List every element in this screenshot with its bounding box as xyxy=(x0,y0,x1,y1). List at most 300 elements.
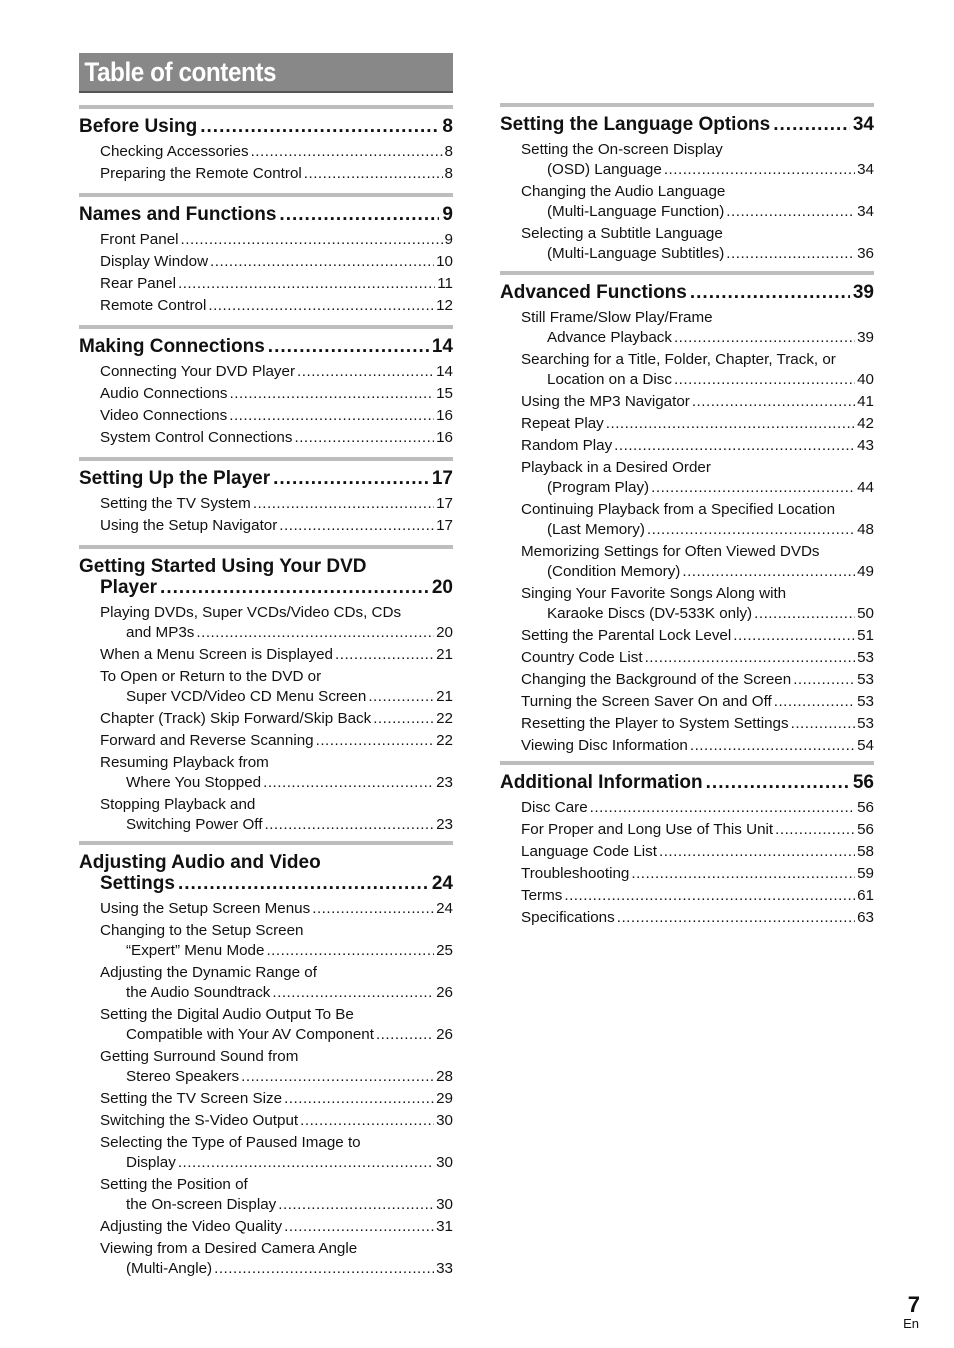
section-heading[interactable] xyxy=(500,772,874,793)
entry-title-cont: Super VCD/Video CD Menu Screen xyxy=(126,688,367,705)
entry-title: Switching the S-Video Output xyxy=(100,1112,299,1129)
entry-row xyxy=(100,1195,453,1215)
entry-page: 51 xyxy=(857,627,874,644)
entry-page: 36 xyxy=(857,245,874,262)
entry-row xyxy=(521,478,874,498)
toc-entry[interactable] xyxy=(500,908,874,928)
dot-leader xyxy=(178,274,435,294)
entry-row xyxy=(100,773,453,793)
entry-row xyxy=(100,296,453,316)
entry-row xyxy=(521,842,874,862)
section-heading[interactable] xyxy=(500,114,874,135)
entry-page: 30 xyxy=(436,1154,453,1171)
section-title: Advanced Functions xyxy=(500,282,687,303)
section-page: 20 xyxy=(431,577,453,598)
entry-page: 31 xyxy=(436,1218,453,1235)
toc-entry[interactable] xyxy=(500,626,874,646)
entry-title: Changing the Background of the Screen xyxy=(521,671,792,688)
dot-leader xyxy=(690,282,850,303)
dot-leader xyxy=(273,468,429,489)
dot-leader xyxy=(659,842,855,862)
toc-entry[interactable] xyxy=(79,899,453,919)
entry-page: 63 xyxy=(857,909,874,926)
entry-title: Searching for a Title, Folder, Chapter, Track, or xyxy=(521,351,836,368)
dot-leader xyxy=(214,1259,434,1279)
section-divider xyxy=(500,271,874,275)
toc-title-bar xyxy=(79,53,453,93)
section-divider xyxy=(500,103,874,107)
entry-page: 61 xyxy=(857,887,874,904)
toc-section xyxy=(79,325,453,450)
entry-row xyxy=(100,731,453,751)
entry-title: Disc Care xyxy=(521,799,588,816)
dot-leader xyxy=(200,116,439,137)
entry-page: 22 xyxy=(436,710,453,727)
toc-section xyxy=(79,105,453,186)
toc-entry[interactable] xyxy=(500,736,874,756)
toc-entry[interactable] xyxy=(79,1047,453,1087)
entry-row xyxy=(521,648,874,668)
entry-title: Setting the TV Screen Size xyxy=(100,1090,283,1107)
entry-row xyxy=(100,142,453,162)
toc-entry[interactable] xyxy=(79,1217,453,1237)
entry-row xyxy=(100,362,453,382)
entry-page: 20 xyxy=(436,624,453,641)
entry-title: Preparing the Remote Control xyxy=(100,165,302,182)
section-heading[interactable] xyxy=(79,556,453,577)
section-title-cont: Settings xyxy=(100,873,175,894)
entry-page: 53 xyxy=(857,671,874,688)
section-title-cont: Player xyxy=(100,577,158,598)
entry-title-cont: (Last Memory) xyxy=(547,521,645,538)
entry-title-cont: (Multi-Language Function) xyxy=(547,203,725,220)
dot-leader xyxy=(617,908,855,928)
entry-page: 40 xyxy=(857,371,874,388)
section-divider xyxy=(79,841,453,845)
toc-entry[interactable] xyxy=(500,458,874,498)
toc-entry[interactable] xyxy=(500,692,874,712)
section-page: 39 xyxy=(852,282,874,303)
entry-row xyxy=(521,692,874,712)
dot-leader xyxy=(279,516,434,536)
entry-row xyxy=(521,908,874,928)
entry-page: 10 xyxy=(436,253,453,270)
toc-entry[interactable] xyxy=(79,1089,453,1109)
dot-leader xyxy=(645,648,856,668)
dot-leader xyxy=(297,362,434,382)
section-heading[interactable] xyxy=(500,282,874,303)
section-divider xyxy=(79,193,453,197)
entry-list xyxy=(500,140,874,264)
dot-leader xyxy=(264,815,434,835)
section-divider xyxy=(500,761,874,765)
entry-list xyxy=(79,899,453,1279)
entry-page: 39 xyxy=(857,329,874,346)
dot-leader xyxy=(368,687,434,707)
entry-title: Connecting Your DVD Player xyxy=(100,363,296,380)
entry-page: 11 xyxy=(437,275,453,292)
dot-leader xyxy=(793,670,855,690)
entry-title: To Open or Return to the DVD or xyxy=(100,668,322,685)
entry-title-cont: and MP3s xyxy=(126,624,195,641)
dot-leader xyxy=(335,645,434,665)
entry-title: Setting the Digital Audio Output To Be xyxy=(100,1006,354,1023)
dot-leader xyxy=(674,328,855,348)
entry-row xyxy=(100,687,453,707)
entry-page: 25 xyxy=(436,942,453,959)
entry-page: 16 xyxy=(436,429,453,446)
toc-entry[interactable] xyxy=(500,886,874,906)
entry-title: Adjusting the Video Quality xyxy=(100,1218,283,1235)
toc-entry[interactable] xyxy=(79,494,453,514)
dot-leader xyxy=(284,1217,434,1237)
entry-page: 26 xyxy=(436,1026,453,1043)
dot-leader xyxy=(278,1195,434,1215)
entry-row xyxy=(100,1153,453,1173)
section-title: Making Connections xyxy=(79,336,265,357)
toc-entry[interactable] xyxy=(79,795,453,835)
dot-leader xyxy=(791,714,855,734)
entry-page: 21 xyxy=(436,646,453,663)
entry-title: Random Play xyxy=(521,437,613,454)
entry-page: 56 xyxy=(857,821,874,838)
entry-page: 34 xyxy=(857,161,874,178)
section-page: 24 xyxy=(431,873,453,894)
entry-title: Forward and Reverse Scanning xyxy=(100,732,314,749)
toc-entry[interactable] xyxy=(79,384,453,404)
toc-entry[interactable] xyxy=(79,362,453,382)
toc-entry[interactable] xyxy=(500,436,874,456)
toc-entry[interactable] xyxy=(79,406,453,426)
entry-page: 56 xyxy=(857,799,874,816)
toc-entry[interactable] xyxy=(79,142,453,162)
dot-leader xyxy=(230,384,435,404)
section-title: Additional Information xyxy=(500,772,703,793)
section-heading-continued[interactable] xyxy=(79,577,453,598)
entry-row xyxy=(100,941,453,961)
dot-leader xyxy=(726,202,855,222)
dot-leader xyxy=(279,204,439,225)
toc-entry[interactable] xyxy=(79,1239,453,1279)
entry-row xyxy=(100,1067,453,1087)
entry-page: 42 xyxy=(857,415,874,432)
section-heading[interactable] xyxy=(79,852,453,873)
entry-row xyxy=(100,645,453,665)
entry-title: Selecting a Subtitle Language xyxy=(521,225,723,242)
entry-title-cont: Karaoke Discs (DV-533K only) xyxy=(547,605,753,622)
entry-title: Stopping Playback and xyxy=(100,796,256,813)
toc-entry[interactable] xyxy=(500,798,874,818)
dot-leader xyxy=(664,160,855,180)
entry-row xyxy=(521,392,874,412)
entry-page: 28 xyxy=(436,1068,453,1085)
entry-title: Country Code List xyxy=(521,649,643,666)
dot-leader xyxy=(775,820,855,840)
entry-page: 30 xyxy=(436,1196,453,1213)
page-number: 7 xyxy=(907,1292,920,1317)
section-page: 14 xyxy=(431,336,453,357)
entry-title-cont: Location on a Disc xyxy=(547,371,672,388)
page-title: Table of contents xyxy=(84,57,277,87)
entry-title: Turning the Screen Saver On and Off xyxy=(521,693,772,710)
toc-entry[interactable] xyxy=(79,1111,453,1131)
entry-page: 9 xyxy=(444,231,453,248)
entry-title: Memorizing Settings for Often Viewed DVDs xyxy=(521,543,820,560)
section-heading[interactable] xyxy=(79,116,453,137)
entry-title: Selecting the Type of Paused Image to xyxy=(100,1134,361,1151)
entry-row xyxy=(521,244,874,264)
entry-page: 44 xyxy=(857,479,874,496)
dot-leader xyxy=(774,692,855,712)
dot-leader xyxy=(373,709,434,729)
dot-leader xyxy=(733,626,855,646)
dot-leader xyxy=(614,436,855,456)
entry-list xyxy=(500,308,874,756)
entry-page: 12 xyxy=(436,297,453,314)
section-page: 34 xyxy=(852,114,874,135)
toc-entry[interactable] xyxy=(500,584,874,624)
entry-title-cont: (Multi-Angle) xyxy=(126,1260,213,1277)
toc-section xyxy=(79,841,453,1281)
toc-entry[interactable] xyxy=(500,414,874,434)
entry-row xyxy=(521,370,874,390)
dot-leader xyxy=(682,562,855,582)
toc-entry[interactable] xyxy=(79,963,453,1003)
entry-title: Repeat Play xyxy=(521,415,604,432)
entry-page: 53 xyxy=(857,649,874,666)
section-heading[interactable] xyxy=(79,468,453,489)
entry-page: 58 xyxy=(857,843,874,860)
toc-section xyxy=(79,193,453,318)
entry-list xyxy=(79,362,453,448)
dot-leader xyxy=(606,414,855,434)
entry-page: 17 xyxy=(436,495,453,512)
dot-leader xyxy=(312,899,434,919)
toc-entry[interactable] xyxy=(79,428,453,448)
entry-page: 33 xyxy=(436,1260,453,1277)
entry-title: Rear Panel xyxy=(100,275,176,292)
dot-leader xyxy=(316,731,435,751)
toc-entry[interactable] xyxy=(79,645,453,665)
dot-leader xyxy=(284,1089,434,1109)
entry-row xyxy=(521,820,874,840)
entry-row xyxy=(100,274,453,294)
dot-leader xyxy=(229,406,434,426)
entry-row xyxy=(100,494,453,514)
entry-list xyxy=(79,142,453,184)
dot-leader xyxy=(376,1025,434,1045)
toc-entry[interactable] xyxy=(79,252,453,272)
toc-entry[interactable] xyxy=(500,670,874,690)
entry-page: 15 xyxy=(436,385,453,402)
section-title: Setting the Language Options xyxy=(500,114,771,135)
section-page: 56 xyxy=(852,772,874,793)
entry-page: 29 xyxy=(436,1090,453,1107)
entry-title: Singing Your Favorite Songs Along with xyxy=(521,585,787,602)
toc-entry[interactable] xyxy=(500,392,874,412)
toc-entry[interactable] xyxy=(79,230,453,250)
dot-leader xyxy=(692,392,855,412)
entry-row xyxy=(100,252,453,272)
entry-title: Setting the Position of xyxy=(100,1176,248,1193)
entry-title: For Proper and Long Use of This Unit xyxy=(521,821,774,838)
dot-leader xyxy=(300,1111,434,1131)
entry-title: Audio Connections xyxy=(100,385,228,402)
entry-title: Resuming Playback from xyxy=(100,754,269,771)
entry-title: Chapter (Track) Skip Forward/Skip Back xyxy=(100,710,372,727)
entry-page: 14 xyxy=(436,363,453,380)
entry-row xyxy=(521,520,874,540)
entry-list xyxy=(79,494,453,536)
dot-leader xyxy=(178,1153,434,1173)
entry-page: 49 xyxy=(857,563,874,580)
toc-entry[interactable] xyxy=(500,542,874,582)
section-title: Adjusting Audio and Video xyxy=(79,852,321,873)
section-divider xyxy=(79,105,453,109)
dot-leader xyxy=(241,1067,434,1087)
section-title: Setting Up the Player xyxy=(79,468,271,489)
entry-title: Checking Accessories xyxy=(100,143,249,160)
toc-entry[interactable] xyxy=(500,842,874,862)
section-heading[interactable] xyxy=(79,204,453,225)
entry-title: Using the MP3 Navigator xyxy=(521,393,690,410)
toc-entry[interactable] xyxy=(79,274,453,294)
section-heading[interactable] xyxy=(79,336,453,357)
entry-page: 53 xyxy=(857,715,874,732)
dot-leader xyxy=(706,772,850,793)
entry-title-cont: Where You Stopped xyxy=(126,774,262,791)
dot-leader xyxy=(263,773,434,793)
section-title: Names and Functions xyxy=(79,204,277,225)
toc-entry[interactable] xyxy=(79,296,453,316)
entry-title-cont: Advance Playback xyxy=(547,329,672,346)
entry-title-cont: “Expert” Menu Mode xyxy=(126,942,265,959)
entry-row xyxy=(100,1259,453,1279)
entry-title: Getting Surround Sound from xyxy=(100,1048,299,1065)
dot-leader xyxy=(196,623,434,643)
dot-leader xyxy=(773,114,850,135)
entry-title: Display Window xyxy=(100,253,209,270)
entry-row xyxy=(100,1025,453,1045)
section-divider xyxy=(79,545,453,549)
entry-title: Setting the On-screen Display xyxy=(521,141,723,158)
toc-entry[interactable] xyxy=(500,648,874,668)
entry-page: 23 xyxy=(436,816,453,833)
entry-title: Specifications xyxy=(521,909,615,926)
entry-title-cont: Stereo Speakers xyxy=(126,1068,240,1085)
toc-entry[interactable] xyxy=(500,182,874,222)
toc-entry[interactable] xyxy=(500,864,874,884)
entry-row xyxy=(521,160,874,180)
entry-row xyxy=(521,328,874,348)
dot-leader xyxy=(651,478,855,498)
toc-entry[interactable] xyxy=(79,667,453,707)
entry-row xyxy=(521,714,874,734)
toc-entry[interactable] xyxy=(500,308,874,348)
entry-page: 8 xyxy=(444,165,453,182)
toc-section xyxy=(500,271,874,758)
entry-title-cont: (Condition Memory) xyxy=(547,563,681,580)
entry-page: 23 xyxy=(436,774,453,791)
toc-entry[interactable] xyxy=(79,603,453,643)
section-page: 9 xyxy=(442,204,453,225)
dot-leader xyxy=(631,864,855,884)
toc-entry[interactable] xyxy=(500,224,874,264)
section-heading-continued[interactable] xyxy=(79,873,453,894)
dot-leader xyxy=(564,886,855,906)
entry-title: Terms xyxy=(521,887,563,904)
dot-leader xyxy=(266,941,434,961)
toc-entry[interactable] xyxy=(79,1175,453,1215)
entry-page: 43 xyxy=(857,437,874,454)
entry-page: 53 xyxy=(857,693,874,710)
dot-leader xyxy=(674,370,855,390)
toc-entry[interactable] xyxy=(79,709,453,729)
entry-page: 41 xyxy=(857,393,874,410)
entry-row xyxy=(100,709,453,729)
entry-page: 24 xyxy=(436,900,453,917)
entry-title: Remote Control xyxy=(100,297,207,314)
entry-row xyxy=(521,414,874,434)
section-divider xyxy=(79,457,453,461)
entry-title: Continuing Playback from a Specified Location xyxy=(521,501,836,518)
entry-title: Viewing from a Desired Camera Angle xyxy=(100,1240,358,1257)
entry-row xyxy=(100,406,453,426)
toc-entry[interactable] xyxy=(500,350,874,390)
entry-row xyxy=(100,983,453,1003)
toc-entry[interactable] xyxy=(500,500,874,540)
toc-entry[interactable] xyxy=(79,516,453,536)
dot-leader xyxy=(590,798,855,818)
entry-row xyxy=(521,436,874,456)
toc-entry[interactable] xyxy=(79,164,453,184)
entry-page: 54 xyxy=(857,737,874,754)
toc-entry[interactable] xyxy=(500,714,874,734)
entry-page: 26 xyxy=(436,984,453,1001)
toc-entry[interactable] xyxy=(500,820,874,840)
toc-section xyxy=(500,103,874,266)
entry-title: Setting the TV System xyxy=(100,495,251,512)
entry-title: When a Menu Screen is Displayed xyxy=(100,646,333,663)
entry-row xyxy=(521,202,874,222)
entry-title: Playback in a Desired Order xyxy=(521,459,711,476)
dot-leader xyxy=(160,577,429,598)
dot-leader xyxy=(253,494,434,514)
entry-title-cont: the Audio Soundtrack xyxy=(126,984,271,1001)
entry-title: Setting the Parental Lock Level xyxy=(521,627,732,644)
toc-entry[interactable] xyxy=(79,753,453,793)
toc-entry[interactable] xyxy=(79,921,453,961)
dot-leader xyxy=(754,604,855,624)
toc-entry[interactable] xyxy=(79,731,453,751)
entry-title: Language Code List xyxy=(521,843,657,860)
entry-title: Changing the Audio Language xyxy=(521,183,726,200)
toc-entry[interactable] xyxy=(500,140,874,180)
entry-row xyxy=(100,1111,453,1131)
entry-title: Resetting the Player to System Settings xyxy=(521,715,789,732)
entry-row xyxy=(100,164,453,184)
entry-row xyxy=(521,626,874,646)
dot-leader xyxy=(726,244,855,264)
entry-page: 59 xyxy=(857,865,874,882)
toc-entry[interactable] xyxy=(79,1005,453,1045)
dot-leader xyxy=(272,983,434,1003)
toc-entry[interactable] xyxy=(79,1133,453,1173)
language-code: En xyxy=(903,1316,919,1331)
entry-row xyxy=(521,736,874,756)
entry-row xyxy=(521,562,874,582)
entry-page: 48 xyxy=(857,521,874,538)
